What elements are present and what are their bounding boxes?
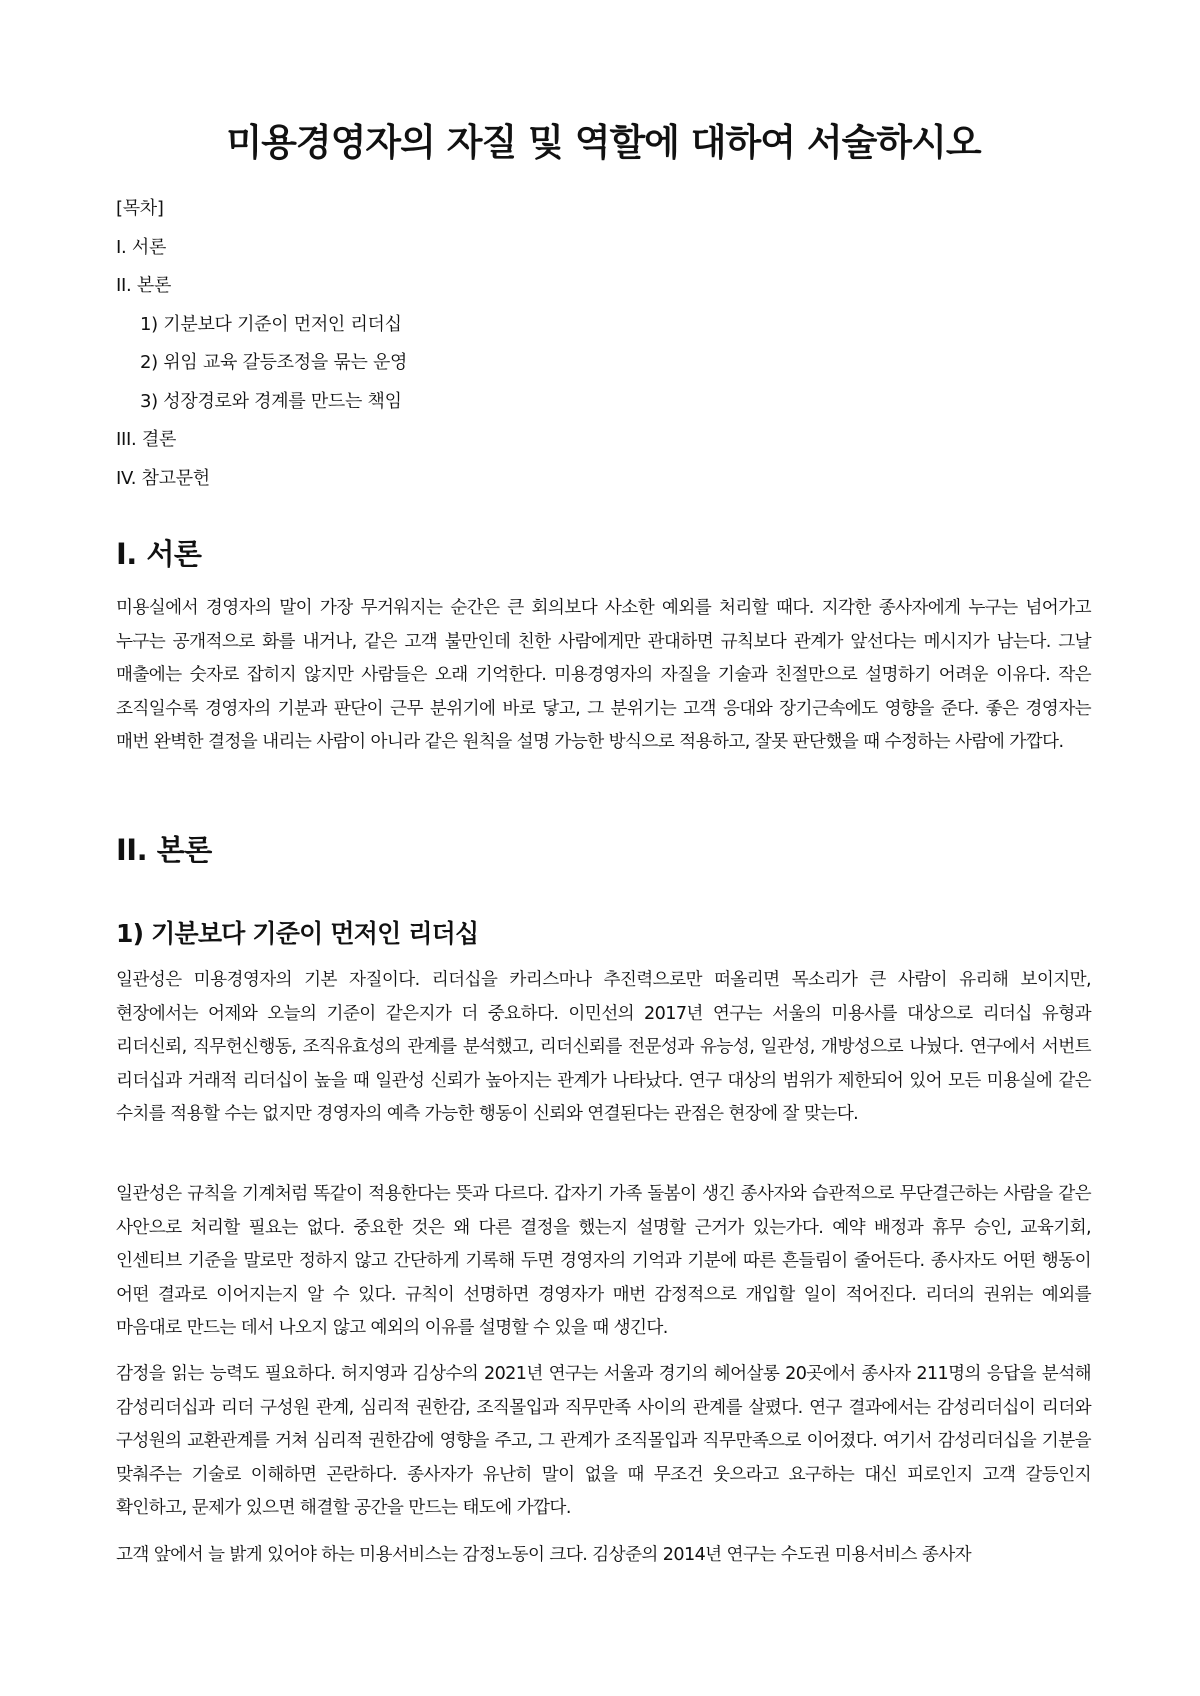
- section-heading-intro: I. 서론: [116, 537, 202, 571]
- body-paragraph-1: 일관성은 미용경영자의 기본 자질이다. 리더십을 카리스마나 추진력으로만 떠올리면 목소리가 큰 사람이 유리해 보이지만, 현장에서는 어제와 오늘의 기준이 같은지가 더 중요하다. 이민선의 2017년 연구는 서울의 미용사를 대상으로 리더십 유형과 리더신뢰, 직무헌신행동, 조직유효성의 관계를 분석했고, 리더신뢰를 전문성과 유능성, 일관성, 개방성으로 나눴다. 연구에서 서번트 리더십과 거래적 리더십이 높을 때 일관성 신뢰가 높아지는 관계가 나타났다. 연구 대상의 범위가 제한되어 있어 모든 미용실에 같은 수치를 적용할 수는 없지만 경영자의 예측 가능한 행동이 신뢰와 연결된다는 관점은 현장에 잘 맞는다.: [116, 970, 1091, 1125]
- body-paragraph-3: 감정을 읽는 능력도 필요하다. 허지영과 김상수의 2021년 연구는 서울과 경기의 헤어살롱 20곳에서 종사자 211명의 응답을 분석해 감성리더십과 리더 구성원 관계, 심리적 권한감, 조직몰입과 직무만족 사이의 관계를 살폈다. 연구 결과에서는 감성리더십이 리더와 구성원의 교환관계를 거쳐 심리적 권한감에 영향을 주고, 그 관계가 조직몰입과 직무만족으로 이어졌다. 여기서 감성리더십을 기분을 맞춰주는 기술로 이해하면 곤란하다. 종사자가 유난히 말이 없을 때 무조건 웃으라고 요구하는 대신 피로인지 고객 갈등인지 확인하고, 문제가 있으면 해결할 공간을 만드는 태도에 가깝다.: [116, 1364, 1091, 1519]
- toc-item-references: IV. 참고문헌: [116, 467, 210, 489]
- body-paragraph-2: 일관성은 규칙을 기계처럼 똑같이 적용한다는 뜻과 다르다. 갑자기 가족 돌봄이 생긴 종사자와 습관적으로 무단결근하는 사람을 같은 사안으로 처리할 필요는 없다. 중요한 것은 왜 다른 결정을 했는지 설명할 근거가 있는가다. 예약 배정과 휴무 승인, 교육기회, 인센티브 기준을 말로만 정하지 않고 간단하게 기록해 두면 경영자의 기억과 기분에 따른 흔들림이 줄어든다. 종사자도 어떤 행동이 어떤 결과로 이어지는지 알 수 있다. 규칙이 선명하면 경영자가 매번 감정적으로 개입할 일이 적어진다. 리더의 권위는 예외를 마음대로 만드는 데서 나오지 않고 예외의 이유를 설명할 수 있을 때 생긴다.: [116, 1184, 1091, 1339]
- body-paragraph-4: 고객 앞에서 늘 밝게 있어야 하는 미용서비스는 감정노동이 크다. 김상준의 2014년 연구는 수도권 미용서비스 종사자: [116, 1545, 972, 1565]
- toc-item-conclusion: III. 결론: [116, 429, 177, 450]
- section-heading-body: II. 본론: [116, 833, 212, 867]
- toc-heading: [목차]: [116, 198, 164, 219]
- toc-item-body-3: 3) 성장경로와 경계를 만드는 책임: [140, 390, 402, 412]
- subsection-heading-1: 1) 기분보다 기준이 먼저인 리더십: [116, 919, 479, 948]
- toc-item-body: II. 본론: [116, 275, 172, 296]
- document-title: 미용경영자의 자질 및 역할에 대하여 서술하시오: [226, 121, 981, 164]
- toc-item-intro: I. 서론: [116, 236, 167, 258]
- intro-paragraph: 미용실에서 경영자의 말이 가장 무거워지는 순간은 큰 회의보다 사소한 예외를 처리할 때다. 지각한 종사자에게 누구는 넘어가고 누구는 공개적으로 화를 내거나, 같은 고객 불만인데 친한 사람에게만 관대하면 규칙보다 관계가 앞선다는 메시지가 남는다. 그날 매출에는 숫자로 잡히지 않지만 사람들은 오래 기억한다. 미용경영자의 자질을 기술과 친절만으로 설명하기 어려운 이유다. 작은 조직일수록 경영자의 기분과 판단이 근무 분위기에 바로 닿고, 그 분위기는 고객 응대와 장기근속에도 영향을 준다. 좋은 경영자는 매번 완벽한 결정을 내리는 사람이 아니라 같은 원칙을 설명 가능한 방식으로 적용하고, 잘못 판단했을 때 수정하는 사람에 가깝다.: [116, 598, 1091, 753]
- toc-item-body-1: 1) 기분보다 기준이 먼저인 리더십: [140, 313, 402, 335]
- table-of-contents: [116, 190, 1091, 498]
- toc-item-body-2: 2) 위임 교육 갈등조정을 묶는 운영: [140, 352, 408, 373]
